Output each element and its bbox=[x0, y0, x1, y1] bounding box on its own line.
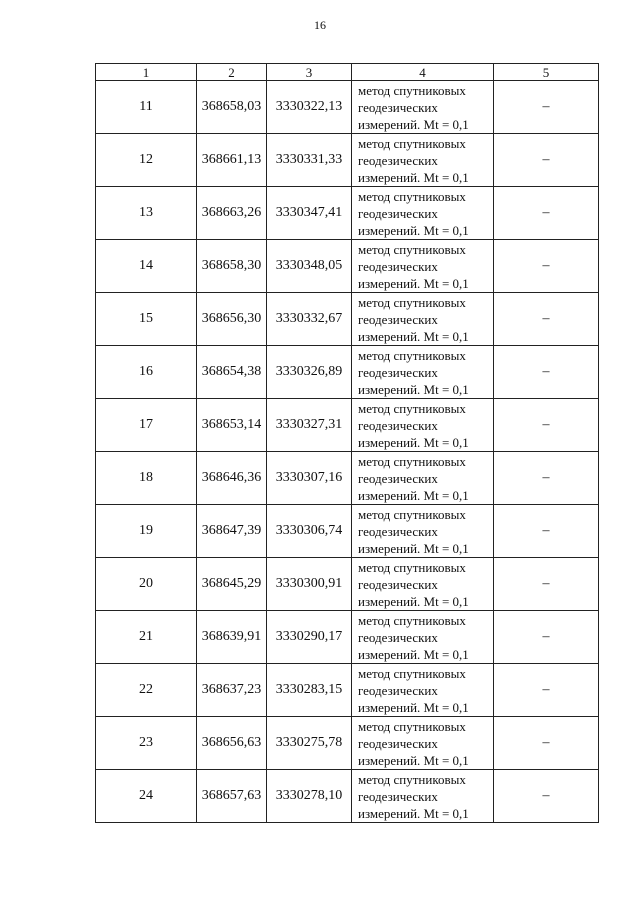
point-number: 19 bbox=[96, 505, 197, 558]
note-dash: – bbox=[494, 611, 599, 664]
method-line: геодезических bbox=[358, 258, 438, 274]
method-line: геодезических bbox=[358, 152, 438, 168]
table-row bbox=[96, 293, 599, 346]
method-line: измерений. Mt = 0,1 bbox=[358, 540, 469, 556]
note-dash: – bbox=[494, 505, 599, 558]
method-line: измерений. Mt = 0,1 bbox=[358, 381, 469, 397]
method-line: метод спутниковых bbox=[358, 347, 466, 363]
coordinate-x: 368645,29 bbox=[197, 558, 267, 611]
coordinate-x: 368646,36 bbox=[197, 452, 267, 505]
note-dash: – bbox=[494, 81, 599, 134]
method-line: измерений. Mt = 0,1 bbox=[358, 487, 469, 503]
method-cell bbox=[352, 452, 494, 505]
method-line: метод спутниковых bbox=[358, 135, 466, 151]
column-header: 1 bbox=[96, 64, 197, 81]
method-line: геодезических bbox=[358, 629, 438, 645]
method-cell bbox=[352, 187, 494, 240]
table-row bbox=[96, 611, 599, 664]
method-line: метод спутниковых bbox=[358, 665, 466, 681]
point-number: 16 bbox=[96, 346, 197, 399]
coordinate-x: 368663,26 bbox=[197, 187, 267, 240]
method-line: геодезических bbox=[358, 470, 438, 486]
page-number: 16 bbox=[314, 18, 326, 32]
method-line: измерений. Mt = 0,1 bbox=[358, 434, 469, 450]
method-line: метод спутниковых bbox=[358, 453, 466, 469]
note-dash: – bbox=[494, 346, 599, 399]
point-number: 24 bbox=[96, 770, 197, 823]
coordinate-x: 368658,03 bbox=[197, 81, 267, 134]
method-line: измерений. Mt = 0,1 bbox=[358, 699, 469, 715]
method-line: измерений. Mt = 0,1 bbox=[358, 328, 469, 344]
coordinate-x: 368656,63 bbox=[197, 717, 267, 770]
table-row bbox=[96, 505, 599, 558]
method-line: геодезических bbox=[358, 788, 438, 804]
table-row bbox=[96, 134, 599, 187]
table-row bbox=[96, 399, 599, 452]
method-line: метод спутниковых bbox=[358, 82, 466, 98]
coordinates-table bbox=[95, 63, 599, 823]
coordinate-x: 368653,14 bbox=[197, 399, 267, 452]
method-line: измерений. Mt = 0,1 bbox=[358, 116, 469, 132]
table-row bbox=[96, 187, 599, 240]
table-row bbox=[96, 81, 599, 134]
coordinate-y: 3330278,10 bbox=[267, 770, 352, 823]
point-number: 18 bbox=[96, 452, 197, 505]
method-line: измерений. Mt = 0,1 bbox=[358, 805, 469, 821]
method-cell bbox=[352, 505, 494, 558]
coordinate-x: 368639,91 bbox=[197, 611, 267, 664]
point-number: 15 bbox=[96, 293, 197, 346]
method-line: геодезических bbox=[358, 364, 438, 380]
note-dash: – bbox=[494, 240, 599, 293]
table-row bbox=[96, 717, 599, 770]
coordinate-y: 3330332,67 bbox=[267, 293, 352, 346]
point-number: 21 bbox=[96, 611, 197, 664]
method-line: метод спутниковых bbox=[358, 718, 466, 734]
method-line: геодезических bbox=[358, 523, 438, 539]
coordinate-y: 3330348,05 bbox=[267, 240, 352, 293]
coordinate-y: 3330300,91 bbox=[267, 558, 352, 611]
method-cell bbox=[352, 293, 494, 346]
point-number: 20 bbox=[96, 558, 197, 611]
coordinate-y: 3330327,31 bbox=[267, 399, 352, 452]
coordinate-x: 368658,30 bbox=[197, 240, 267, 293]
method-cell bbox=[352, 611, 494, 664]
note-dash: – bbox=[494, 558, 599, 611]
table-row bbox=[96, 664, 599, 717]
table-row bbox=[96, 346, 599, 399]
coordinate-y: 3330275,78 bbox=[267, 717, 352, 770]
coordinate-y: 3330322,13 bbox=[267, 81, 352, 134]
table-row bbox=[96, 240, 599, 293]
column-header: 4 bbox=[352, 64, 494, 81]
method-cell bbox=[352, 770, 494, 823]
method-line: метод спутниковых bbox=[358, 188, 466, 204]
table-row bbox=[96, 558, 599, 611]
method-line: метод спутниковых bbox=[358, 506, 466, 522]
method-line: геодезических bbox=[358, 735, 438, 751]
method-line: метод спутниковых bbox=[358, 241, 466, 257]
point-number: 22 bbox=[96, 664, 197, 717]
method-line: измерений. Mt = 0,1 bbox=[358, 275, 469, 291]
method-line: метод спутниковых bbox=[358, 294, 466, 310]
point-number: 12 bbox=[96, 134, 197, 187]
coordinate-y: 3330306,74 bbox=[267, 505, 352, 558]
point-number: 23 bbox=[96, 717, 197, 770]
method-line: измерений. Mt = 0,1 bbox=[358, 752, 469, 768]
point-number: 17 bbox=[96, 399, 197, 452]
note-dash: – bbox=[494, 399, 599, 452]
note-dash: – bbox=[494, 717, 599, 770]
coordinate-y: 3330283,15 bbox=[267, 664, 352, 717]
note-dash: – bbox=[494, 134, 599, 187]
method-line: метод спутниковых bbox=[358, 612, 466, 628]
method-cell bbox=[352, 240, 494, 293]
method-cell bbox=[352, 558, 494, 611]
coordinate-x: 368637,23 bbox=[197, 664, 267, 717]
method-cell bbox=[352, 346, 494, 399]
table-row bbox=[96, 770, 599, 823]
method-line: геодезических bbox=[358, 576, 438, 592]
coordinate-x: 368654,38 bbox=[197, 346, 267, 399]
note-dash: – bbox=[494, 293, 599, 346]
method-line: измерений. Mt = 0,1 bbox=[358, 646, 469, 662]
column-header: 3 bbox=[267, 64, 352, 81]
coordinate-x: 368661,13 bbox=[197, 134, 267, 187]
method-cell bbox=[352, 717, 494, 770]
method-line: измерений. Mt = 0,1 bbox=[358, 222, 469, 238]
method-cell bbox=[352, 81, 494, 134]
method-line: измерений. Mt = 0,1 bbox=[358, 169, 469, 185]
method-line: метод спутниковых bbox=[358, 771, 466, 787]
coordinate-y: 3330326,89 bbox=[267, 346, 352, 399]
column-header: 5 bbox=[494, 64, 599, 81]
coordinate-y: 3330347,41 bbox=[267, 187, 352, 240]
method-line: геодезических bbox=[358, 99, 438, 115]
coordinate-x: 368647,39 bbox=[197, 505, 267, 558]
coordinate-y: 3330331,33 bbox=[267, 134, 352, 187]
method-line: метод спутниковых bbox=[358, 400, 466, 416]
method-line: геодезических bbox=[358, 205, 438, 221]
note-dash: – bbox=[494, 664, 599, 717]
table-header-row bbox=[96, 64, 599, 81]
coordinate-y: 3330290,17 bbox=[267, 611, 352, 664]
method-cell bbox=[352, 399, 494, 452]
point-number: 13 bbox=[96, 187, 197, 240]
method-line: измерений. Mt = 0,1 bbox=[358, 593, 469, 609]
method-line: геодезических bbox=[358, 682, 438, 698]
note-dash: – bbox=[494, 770, 599, 823]
method-line: геодезических bbox=[358, 417, 438, 433]
coordinate-y: 3330307,16 bbox=[267, 452, 352, 505]
note-dash: – bbox=[494, 187, 599, 240]
method-line: геодезических bbox=[358, 311, 438, 327]
note-dash: – bbox=[494, 452, 599, 505]
table-row bbox=[96, 452, 599, 505]
point-number: 14 bbox=[96, 240, 197, 293]
point-number: 11 bbox=[96, 81, 197, 134]
coordinate-x: 368657,63 bbox=[197, 770, 267, 823]
column-header: 2 bbox=[197, 64, 267, 81]
table-body bbox=[96, 81, 599, 823]
method-cell bbox=[352, 664, 494, 717]
method-cell bbox=[352, 134, 494, 187]
coordinate-x: 368656,30 bbox=[197, 293, 267, 346]
method-line: метод спутниковых bbox=[358, 559, 466, 575]
